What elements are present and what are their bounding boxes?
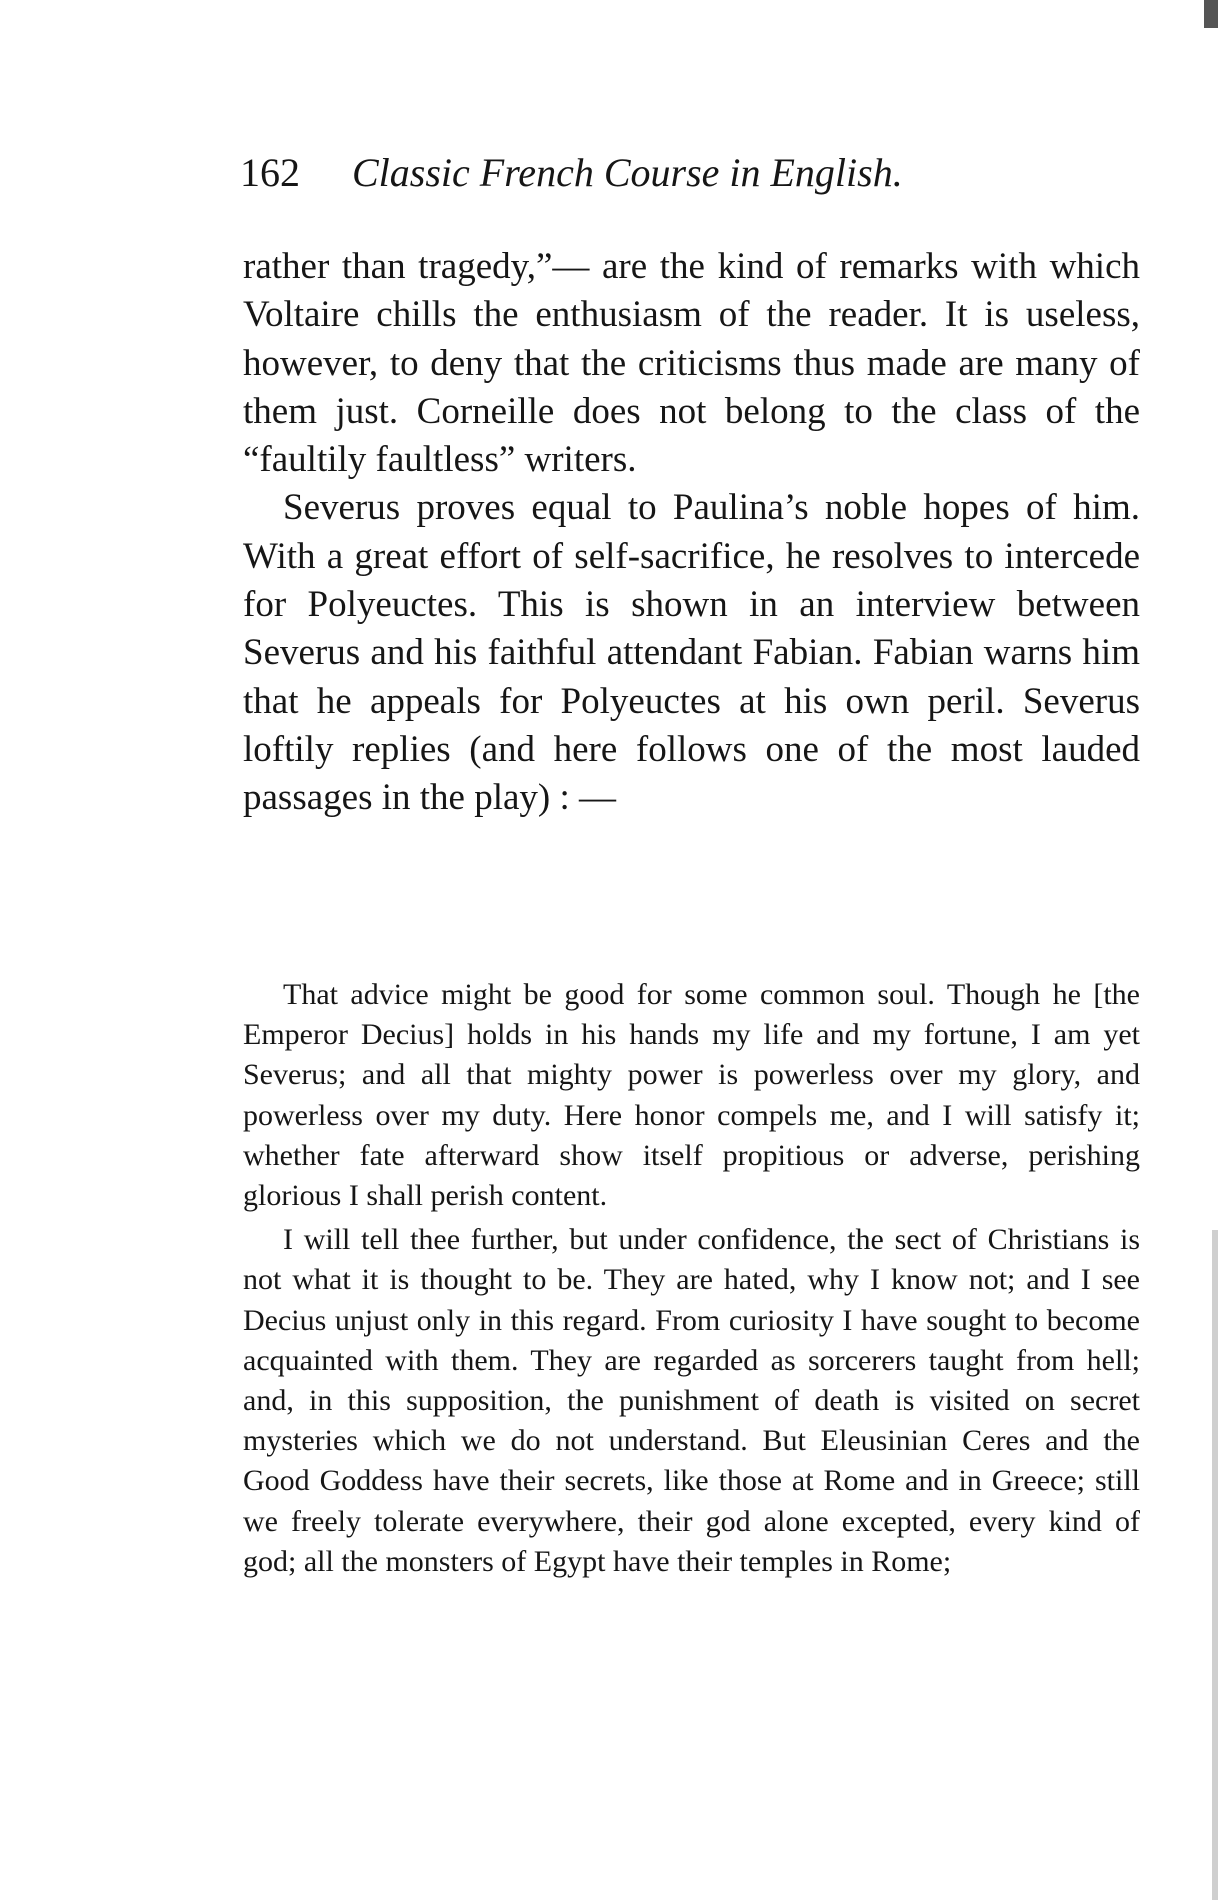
main-text: [243, 243, 1140, 823]
block-quote: [243, 975, 1140, 1582]
running-title: Classic French Course in English.: [352, 150, 903, 195]
quote-paragraph: I will tell thee further, but under confidence, the sect of Christians is not what it is thought to be. They are hated, why I know not; and I see Decius unjust only in this regard. From curiosity I have sought to become acquainted with them. They are regarded as sorcerers taught from hell; and, in this supposition, the punishment of death is visited on secret mysteries which we do not understand. But Eleusinian Ceres and the Good Goddess have their secrets, like those at Rome and in Greece; still we freely tolerate everywhere, their god alone excepted, every kind of god; all the monsters of Egypt have their temples in Rome;: [243, 1223, 1140, 1578]
page-header: [240, 148, 903, 198]
body-paragraph: Severus proves equal to Paulina’s noble hopes of him. With a great effort of self-sacrifice, he resolves to intercede for Polyeuctes. This is shown in an interview between Severus and his faithful attendant Fabian. Fabian warns him that he appeals for Polyeuctes at his own peril. Severus loftily replies (and here follows one of the most lauded passages in the play) : —: [243, 487, 1140, 819]
scan-edge-shadow: [1212, 1230, 1218, 1900]
page-number: 162: [240, 150, 300, 195]
body-paragraph: rather than tragedy,”— are the kind of remarks with which Voltaire chills the enthusiasm of the reader. It is useless, however, to deny that the criticisms thus made are many of them just. Corneille does not belong to the class of the “faultily faultless” writers.: [243, 246, 1140, 481]
quote-paragraph: That advice might be good for some common soul. Though he [the Emperor Decius] holds in his hands my life and my fortune, I am yet Severus; and all that mighty power is powerless over my glory, and powerless over my duty. Here honor compels me, and I will satisfy it; whether fate afterward show itself propitious or adverse, perishing glorious I shall perish content.: [243, 978, 1140, 1213]
scan-edge-mark: [1204, 0, 1218, 28]
